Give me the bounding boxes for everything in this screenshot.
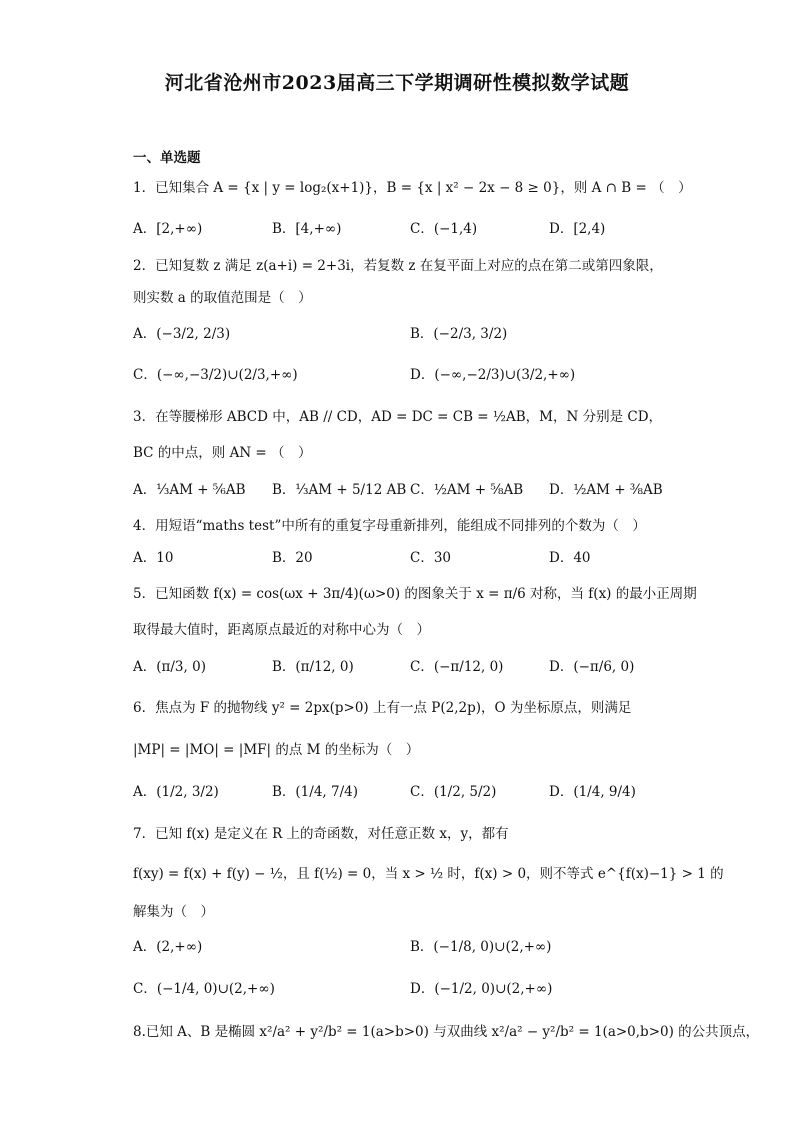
q7-option-c: C．(−1/4, 0)∪(2,+∞) <box>133 981 275 997</box>
q3-option-d: D．½AM + ⅜AB <box>549 482 663 498</box>
q4-option-c: C．30 <box>410 550 452 566</box>
q5-option-d: D．(−π/6, 0) <box>549 659 635 675</box>
q2-option-a: A．(−3/2, 2/3) <box>133 326 231 342</box>
q4-option-d: D．40 <box>549 550 591 566</box>
question-7-stem-line2: f(xy) = f(x) + f(y) − ½，且 f(½) = 0，当 x > ½ 时，f(x) > 0，则不等式 e^{f(x)−1} > 1 的 <box>133 866 724 882</box>
q5-option-a: A．(π/3, 0) <box>133 659 206 675</box>
question-3-stem-line2: BC 的中点，则 AN = （ ） <box>133 445 312 461</box>
q6-option-c: C．(1/2, 5/2) <box>410 784 497 800</box>
question-2-stem-line1: 2．已知复数 z 满足 z(a+i) = 2+3i，若复数 z 在复平面上对应的点在第二或第四象限， <box>133 258 663 274</box>
q3-option-c: C．½AM + ⅝AB <box>410 482 524 498</box>
q4-option-a: A．10 <box>133 550 174 566</box>
question-5-stem-line1: 5．已知函数 f(x) = cos(ωx + 3π/4)(ω>0) 的图象关于 x = π/6 对称，当 f(x) 的最小正周期 <box>133 586 697 602</box>
q1-option-a: A．[2,+∞) <box>133 221 203 237</box>
question-6-stem-line1: 6．焦点为 F 的抛物线 y² = 2px(p>0) 上有一点 P(2,2p)，O 为坐标原点，则满足 <box>133 700 632 716</box>
q6-option-a: A．(1/2, 3/2) <box>133 784 219 800</box>
question-5-stem-line2: 取得最大值时，距离原点最近的对称中心为（ ） <box>133 622 430 638</box>
q4-option-b: B．20 <box>272 550 313 566</box>
q5-option-c: C．(−π/12, 0) <box>410 659 504 675</box>
q6-option-d: D．(1/4, 9/4) <box>549 784 636 800</box>
q3-option-a: A．⅓AM + ⅚AB <box>133 482 246 498</box>
q1-option-c: C．(−1,4) <box>410 221 478 237</box>
question-6-stem-line2: |MP| = |MO| = |MF| 的点 M 的坐标为（ ） <box>133 742 420 758</box>
q2-option-d: D．(−∞,−2/3)∪(3/2,+∞) <box>410 367 576 383</box>
q6-option-b: B．(1/4, 7/4) <box>272 784 358 800</box>
question-4-stem: 4．用短语“maths test”中所有的重复字母重新排列，能组成不同排列的个数为（ ） <box>133 518 646 534</box>
question-2-stem-line2: 则实数 a 的取值范围是（ ） <box>133 290 312 306</box>
question-8-stem: 8.已知 A、B 是椭圆 x²/a² + y²/b² = 1(a>b>0) 与双曲线 x²/a² − y²/b² = 1(a>0,b>0) 的公共顶点， <box>133 1024 760 1040</box>
page-title: 河北省沧州市2023届高三下学期调研性模拟数学试题 <box>164 72 630 94</box>
question-7-stem-line1: 7．已知 f(x) 是定义在 R 上的奇函数，对任意正数 x，y，都有 <box>133 826 509 842</box>
q1-option-d: D．[2,4) <box>549 221 606 237</box>
question-3-stem-line1: 3．在等腰梯形 ABCD 中，AB // CD，AD = DC = CB = ½AB，M，N 分别是 CD， <box>133 409 663 425</box>
question-1-stem: 1．已知集合 A = {x | y = log₂(x+1)}，B = {x | x² − 2x − 8 ≥ 0}，则 A ∩ B = （ ） <box>133 180 692 196</box>
q5-option-b: B．(π/12, 0) <box>272 659 354 675</box>
q3-option-b: B．⅓AM + 5/12 AB <box>272 482 407 498</box>
q1-option-b: B．[4,+∞) <box>272 221 342 237</box>
q2-option-c: C．(−∞,−3/2)∪(2/3,+∞) <box>133 367 298 383</box>
q2-option-b: B．(−2/3, 3/2) <box>410 326 508 342</box>
q7-option-d: D．(−1/2, 0)∪(2,+∞) <box>410 981 553 997</box>
question-7-stem-line3: 解集为（ ） <box>133 904 214 920</box>
section-heading: 一、单选题 <box>133 150 201 166</box>
q7-option-a: A．(2,+∞) <box>133 939 203 955</box>
q7-option-b: B．(−1/8, 0)∪(2,+∞) <box>410 939 552 955</box>
